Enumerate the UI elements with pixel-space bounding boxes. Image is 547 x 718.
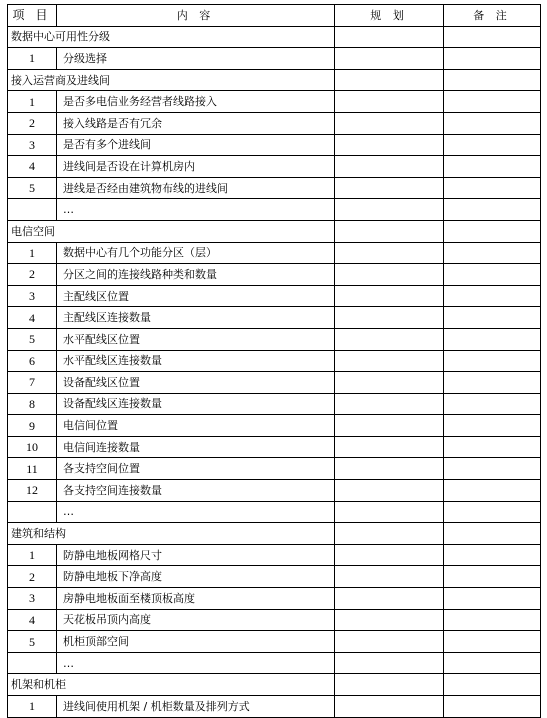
row-number: 5 [8,631,57,653]
table-row [8,588,541,610]
note-cell [444,328,541,350]
row-number: 9 [8,415,57,437]
row-number: 1 [8,48,57,70]
row-content: 进线间使用机架 / 机柜数量及排列方式 [57,696,335,718]
plan-cell [335,652,444,674]
table-row [8,544,541,566]
row-number: 1 [8,91,57,113]
plan-cell [335,307,444,329]
row-number: 7 [8,372,57,394]
row-content: … [57,501,335,523]
row-number: 3 [8,285,57,307]
table-row [8,350,541,372]
note-cell [444,588,541,610]
table-row [8,264,541,286]
table-row [8,112,541,134]
plan-cell [335,264,444,286]
table-row [8,480,541,502]
table-row [8,566,541,588]
table-row [8,285,541,307]
row-number: 5 [8,328,57,350]
plan-cell [335,177,444,199]
row-number: 3 [8,134,57,156]
table-row [8,609,541,631]
table-row [8,134,541,156]
plan-cell [335,242,444,264]
row-number: 6 [8,350,57,372]
note-cell [444,480,541,502]
note-cell [444,220,541,242]
row-number: 1 [8,242,57,264]
table-row [8,372,541,394]
section-row [8,523,541,545]
plan-cell [335,566,444,588]
row-number: 2 [8,112,57,134]
row-number: 4 [8,307,57,329]
plan-cell [335,458,444,480]
table-row [8,177,541,199]
note-cell [444,264,541,286]
row-number: 10 [8,436,57,458]
table-row [8,91,541,113]
row-content: 进线是否经由建筑物布线的进线间 [57,177,335,199]
note-cell [444,177,541,199]
note-cell [444,652,541,674]
note-cell [444,458,541,480]
section-title: 机架和机柜 [8,674,335,696]
note-cell [444,350,541,372]
plan-cell [335,220,444,242]
plan-cell [335,26,444,48]
note-cell [444,112,541,134]
plan-cell [335,134,444,156]
plan-cell [335,588,444,610]
section-row [8,674,541,696]
row-content: … [57,652,335,674]
plan-cell [335,112,444,134]
table-row [8,652,541,674]
plan-cell [335,544,444,566]
row-number: 8 [8,393,57,415]
plan-cell [335,328,444,350]
note-cell [444,415,541,437]
row-content: 主配线区连接数量 [57,307,335,329]
row-content: 是否有多个进线间 [57,134,335,156]
plan-cell [335,48,444,70]
note-cell [444,674,541,696]
row-number: 2 [8,264,57,286]
table-body [8,5,541,718]
row-number: 12 [8,480,57,502]
row-content: 设备配线区位置 [57,372,335,394]
row-number: 5 [8,177,57,199]
row-content: 是否多电信业务经营者线路接入 [57,91,335,113]
note-cell [444,26,541,48]
row-content: 设备配线区连接数量 [57,393,335,415]
plan-cell [335,285,444,307]
table-row [8,393,541,415]
table-row [8,199,541,221]
note-cell [444,372,541,394]
note-cell [444,242,541,264]
row-number: 4 [8,609,57,631]
table-row [8,436,541,458]
plan-cell [335,69,444,91]
note-cell [444,285,541,307]
section-title: 建筑和结构 [8,523,335,545]
table-row [8,696,541,718]
note-cell [444,523,541,545]
table-row [8,242,541,264]
planning-table [7,4,541,718]
row-content: 电信间位置 [57,415,335,437]
plan-cell [335,631,444,653]
section-title: 接入运营商及进线间 [8,69,335,91]
note-cell [444,436,541,458]
note-cell [444,307,541,329]
row-content: 房静电地板面至楼顶板高度 [57,588,335,610]
row-content: 进线间是否设在计算机房内 [57,156,335,178]
note-cell [444,501,541,523]
note-cell [444,156,541,178]
row-number: 1 [8,696,57,718]
row-content: 接入线路是否有冗余 [57,112,335,134]
plan-cell [335,609,444,631]
row-content: 机柜顶部空间 [57,631,335,653]
plan-cell [335,674,444,696]
header-plan: 规 划 [335,5,444,27]
note-cell [444,696,541,718]
note-cell [444,566,541,588]
row-content: 各支持空间位置 [57,458,335,480]
row-content: 水平配线区位置 [57,328,335,350]
header-row [8,5,541,27]
plan-cell [335,415,444,437]
plan-cell [335,350,444,372]
row-content: 天花板吊顶内高度 [57,609,335,631]
note-cell [444,91,541,113]
header-content: 内 容 [57,5,335,27]
row-content: 分区之间的连接线路种类和数量 [57,264,335,286]
row-content: 分级选择 [57,48,335,70]
row-number [8,501,57,523]
row-number: 4 [8,156,57,178]
row-number: 2 [8,566,57,588]
row-number [8,652,57,674]
note-cell [444,609,541,631]
row-content: … [57,199,335,221]
plan-cell [335,199,444,221]
row-number: 11 [8,458,57,480]
row-content: 电信间连接数量 [57,436,335,458]
row-content: 防静电地板下净高度 [57,566,335,588]
table-row [8,501,541,523]
plan-cell [335,696,444,718]
plan-cell [335,523,444,545]
row-content: 防静电地板网格尺寸 [57,544,335,566]
row-number [8,199,57,221]
section-title: 数据中心可用性分级 [8,26,335,48]
table-row [8,156,541,178]
note-cell [444,48,541,70]
section-row [8,26,541,48]
table-row [8,631,541,653]
section-title: 电信空间 [8,220,335,242]
table-row [8,328,541,350]
row-number: 3 [8,588,57,610]
plan-cell [335,91,444,113]
plan-cell [335,501,444,523]
table-row [8,458,541,480]
table-row [8,48,541,70]
section-row [8,69,541,91]
note-cell [444,134,541,156]
row-number: 1 [8,544,57,566]
header-item: 项 目 [8,5,57,27]
row-content: 水平配线区连接数量 [57,350,335,372]
note-cell [444,393,541,415]
row-content: 各支持空间连接数量 [57,480,335,502]
plan-cell [335,480,444,502]
header-note: 备 注 [444,5,541,27]
note-cell [444,544,541,566]
plan-cell [335,393,444,415]
row-content: 主配线区位置 [57,285,335,307]
table-row [8,307,541,329]
plan-cell [335,156,444,178]
planning-table-sheet [7,4,541,718]
note-cell [444,199,541,221]
table-row [8,415,541,437]
plan-cell [335,372,444,394]
row-content: 数据中心有几个功能分区（层） [57,242,335,264]
note-cell [444,631,541,653]
section-row [8,220,541,242]
plan-cell [335,436,444,458]
note-cell [444,69,541,91]
